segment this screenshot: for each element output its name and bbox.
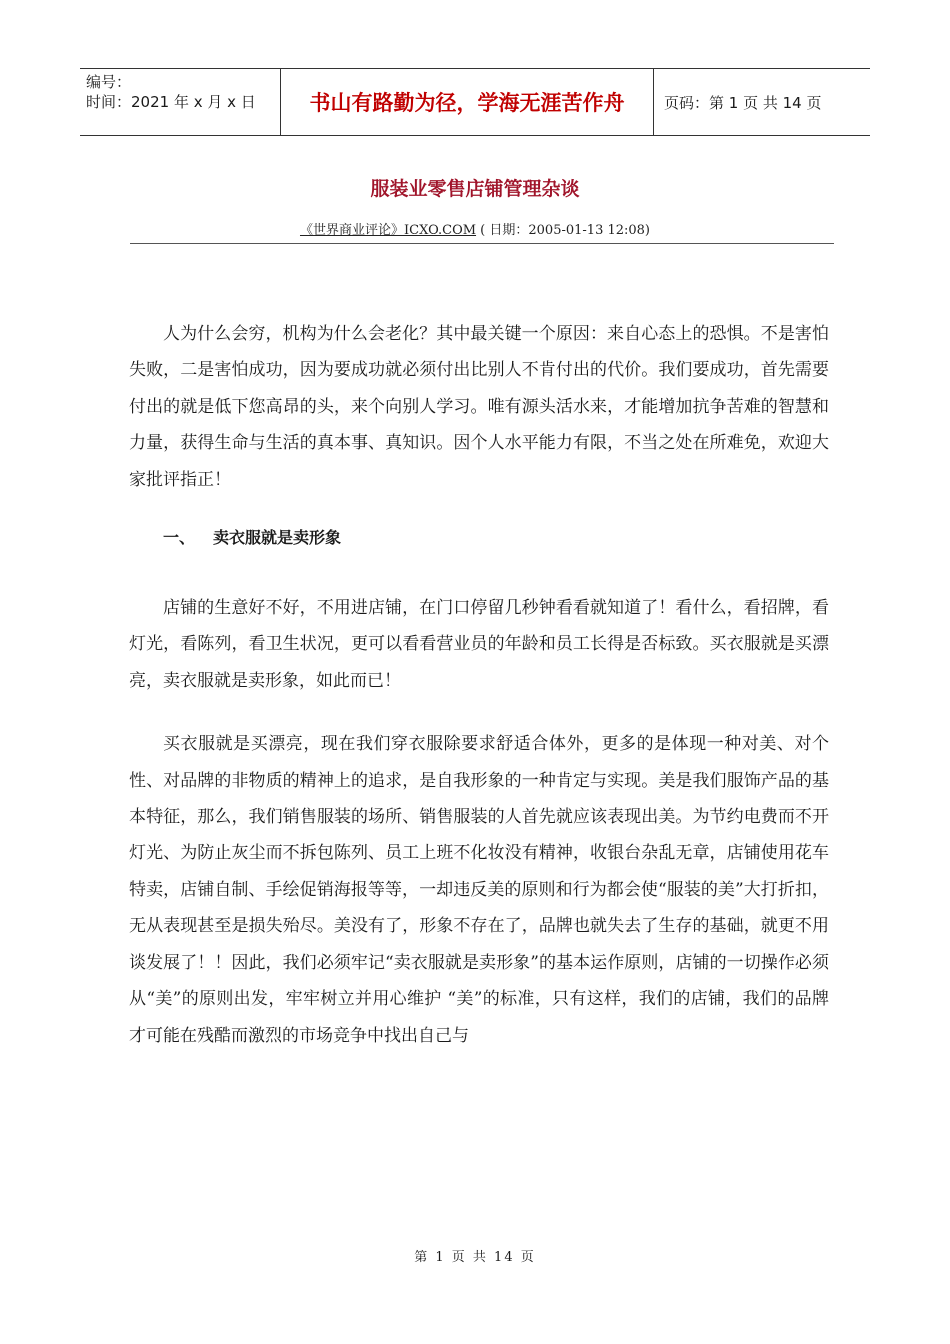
section-number: 一、 <box>163 528 196 548</box>
document-title: 服装业零售店铺管理杂谈 <box>370 178 580 200</box>
header-time: 时间：2021 年 x 月 x 日 <box>86 93 256 111</box>
source-link[interactable]: 《世界商业评论》ICXO.COM <box>299 223 477 238</box>
body-paragraph-2: 买衣服就是买漂亮，现在我们穿衣服除要求舒适合体外，更多的是体现一种对美、对个性、对品牌的非物质的精神上的追求，是自我形象的一种肯定与实现。美是我们服饰产品的基本特征，那么，我们销售服装的场所、销售服装的人首先就应该表现出美。为节约电费而不开灯光、为防止灰尘而不拆包陈列、员工上班不化妆没有精神，收银台杂乱无章，店铺使用花车特卖，店铺自制、手绘促销海报等等，一却违反美的原则和行为都会使“服装的美”大打折扣，无从表现甚至是损失殆尽。美没有了，形象不存在了，品牌也就失去了生存的基础，就更不用谈发展了！！因此，我们必须牢记“卖衣服就是卖形象”的基本运作原则，店铺的一切操作必须从“美”的原则出发，牢牢树立并用心维护 “美”的标准，只有这样，我们的店铺，我们的品牌才可能在残酷而激烈的市场竞争中找出自己与 <box>129 734 829 1046</box>
article-body <box>129 316 829 1081</box>
header-code-label: 编号： <box>86 73 132 91</box>
section-heading <box>163 525 829 548</box>
header-info-cell <box>80 69 281 135</box>
section-title: 卖衣服就是卖形象 <box>213 528 342 548</box>
intro-paragraph: 人为什么会穷，机构为什么会老化？其中最关键一个原因：来自心态上的恐惧。不是害怕失败，二是害怕成功，因为要成功就必须付出比别人不肯付出的代价。我们要成功，首先需要付出的就是低下您高昂的头，来个向别人学习。唯有源头活水来，才能增加抗争苦难的智慧和力量，获得生命与生活的真本事、真知识。因个人水平能力有限，不当之处在所难免，欢迎大家批评指正！ <box>129 324 829 490</box>
header-table <box>80 68 870 136</box>
header-page-info: 页码：第 1 页 共 14 页 <box>664 93 822 112</box>
header-motto: 书山有路勤为径，学海无涯苦作舟 <box>281 69 654 135</box>
article-date: ( 日期：2005-01-13 12:08) <box>476 223 651 238</box>
article-meta <box>0 219 950 238</box>
divider <box>130 243 834 244</box>
page-footer: 第 1 页 共 14 页 <box>414 1250 536 1265</box>
body-paragraph-1: 店铺的生意好不好，不用进店铺，在门口停留几秒钟看看就知道了！看什么，看招牌，看灯光，看陈列，看卫生状况，更可以看看营业员的年龄和员工长得是否标致。买衣服就是买漂亮，卖衣服就是卖形象，如此而已！ <box>129 598 829 691</box>
